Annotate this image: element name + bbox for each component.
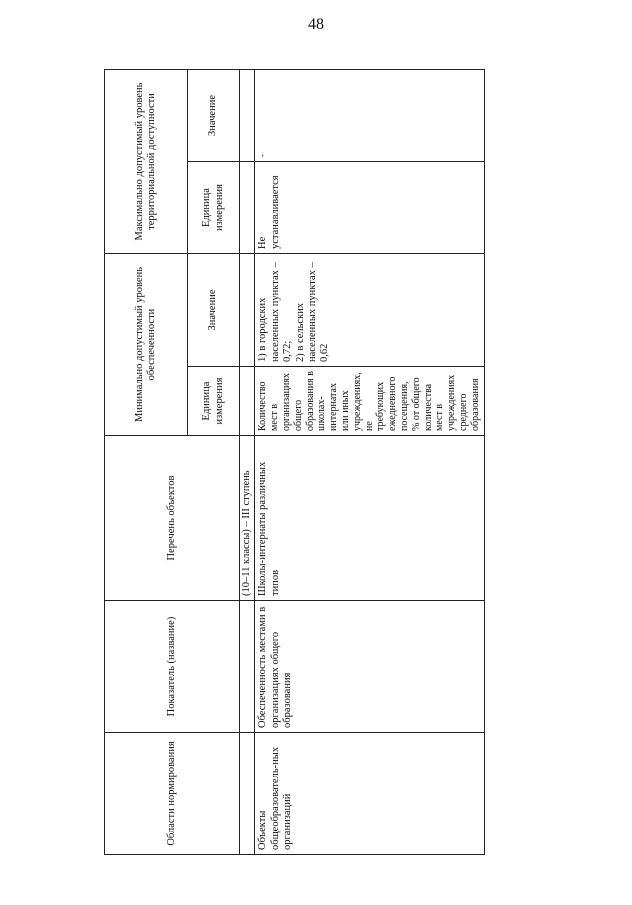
header-min-unit: Единица измерения: [188, 367, 240, 436]
continuation-cell-indicator: [240, 601, 255, 733]
header-indicator: Показатель (название): [105, 601, 240, 733]
header-min-value: Значение: [188, 254, 240, 367]
min-value-line-2: 2) в сельских населенных пунктах – 0,62: [294, 262, 331, 362]
cell-indicator: Обеспеченность местами в организациях общего образования: [255, 601, 484, 733]
header-objects: Перечень объектов: [105, 436, 240, 601]
cell-max-value: -: [255, 70, 484, 162]
continuation-row: [240, 70, 255, 855]
cell-min-unit: Количество мест в организациях общего образования в школах-интернатах или иных учреждениях, не требующих ежедневного посещения, % от общего количества мест в учреждениях среднего образования: [255, 367, 484, 436]
continuation-cell-min-unit: [240, 367, 255, 436]
continuation-cell-min-value: [240, 254, 255, 367]
cell-area: Объекты общеобразователь-ных организаций: [255, 733, 484, 855]
header-max-value: Значение: [188, 70, 240, 162]
cell-min-value: [255, 254, 484, 367]
continuation-cell-area: [240, 733, 255, 855]
header-max-unit: Единица измерения: [188, 162, 240, 254]
continuation-cell-max-unit: [240, 162, 255, 254]
continuation-cell-max-value: [240, 70, 255, 162]
cell-objects: Школы-интернаты различных типов: [255, 436, 484, 601]
norms-table: [104, 69, 485, 855]
header-row-top: [105, 70, 188, 855]
page-number: 48: [308, 16, 324, 33]
table-row: [255, 70, 484, 855]
header-min-group: Минимально допустимый уровень обеспеченности: [105, 254, 188, 436]
header-area: Области нормирования: [105, 733, 240, 855]
rotated-table-container: [104, 70, 481, 855]
continuation-cell-objects: (10–11 классы) – III ступень: [240, 436, 255, 601]
header-max-group: Максимально допустимый уровень территориальной доступности: [105, 70, 188, 254]
cell-max-unit: Не устанавливается: [255, 162, 484, 254]
min-value-line-1: 1) в городских населенных пунктах – 0,72;: [257, 262, 294, 362]
